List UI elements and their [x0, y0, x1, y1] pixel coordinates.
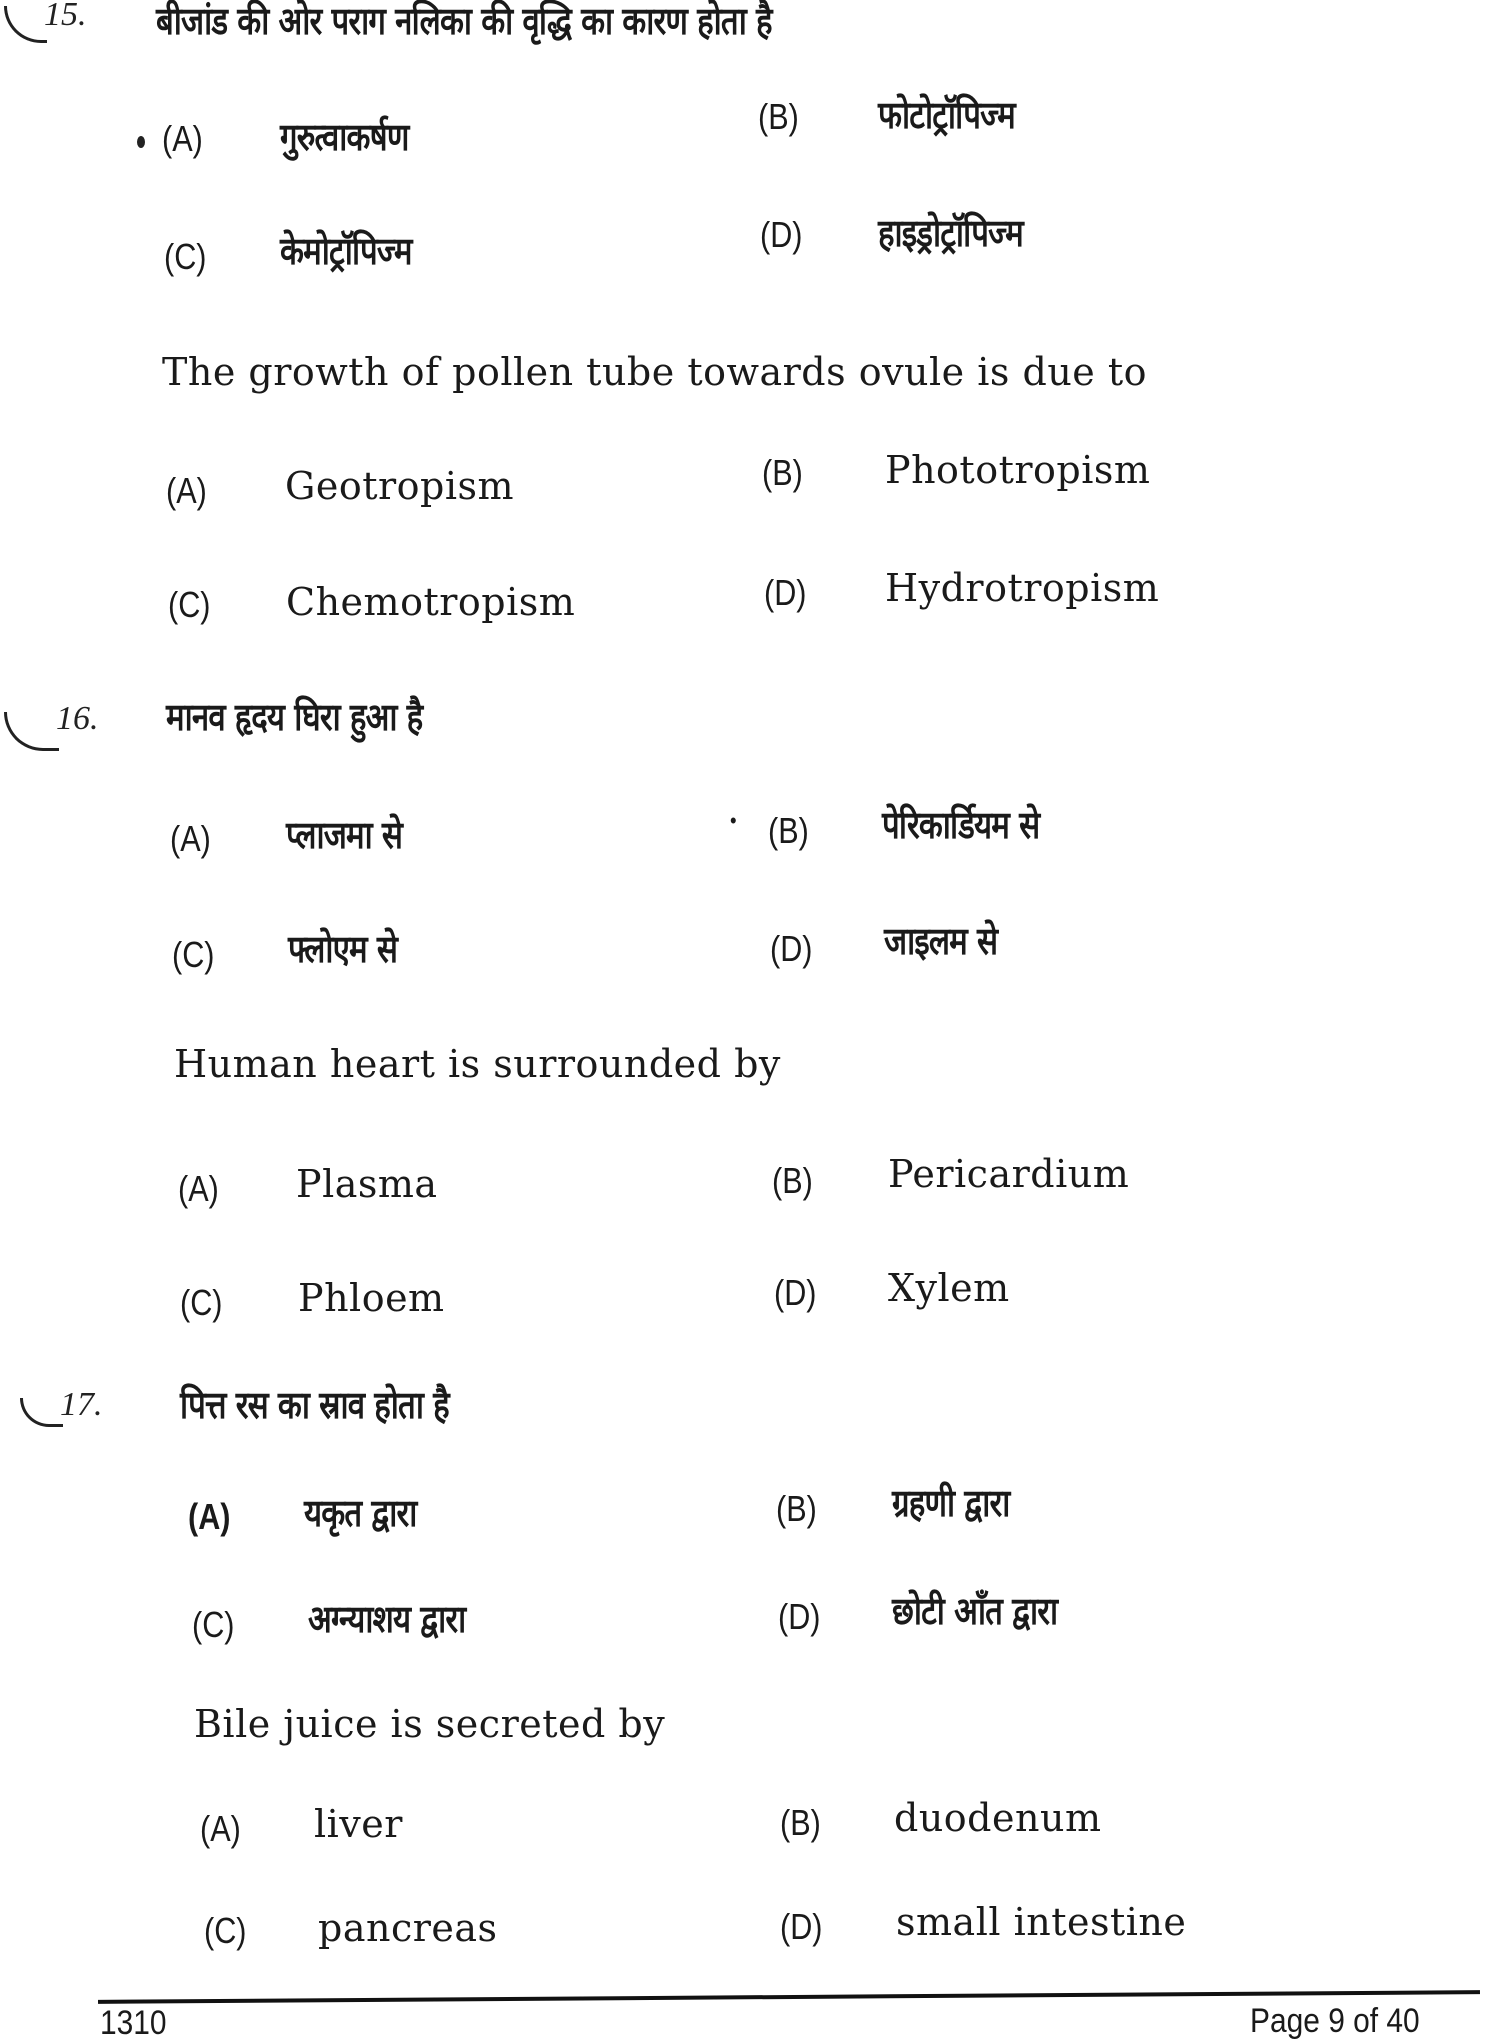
- option-text: फ्लोएम से: [288, 927, 398, 971]
- question-number: 17.: [60, 1386, 103, 1423]
- option-label: (A): [200, 1808, 241, 1849]
- option-text: छोटी आँत द्वारा: [892, 1589, 1058, 1633]
- option-label: (B): [762, 452, 803, 493]
- option-label: (C): [180, 1282, 223, 1323]
- option-label: (D): [760, 214, 803, 255]
- pencil-mark-dot: [137, 136, 145, 148]
- option-label: (A): [178, 1168, 219, 1209]
- option-text: pancreas: [318, 1906, 498, 1950]
- option-text: जाइलम से: [884, 919, 998, 963]
- option-label: (C): [164, 236, 207, 277]
- option-text: फोटोट्रॉपिज्म: [878, 93, 1015, 137]
- option-label: (A): [188, 1496, 231, 1537]
- option-text: Phototropism: [885, 448, 1151, 492]
- option-text: Chemotropism: [286, 580, 576, 624]
- footer-page-number: Page 9 of 40: [1250, 2002, 1420, 2040]
- option-text: यकृत द्वारा: [304, 1491, 417, 1535]
- option-label: (B): [772, 1160, 813, 1201]
- option-text: Phloem: [298, 1276, 445, 1320]
- option-label: (C): [192, 1604, 235, 1645]
- option-label: (A): [166, 470, 207, 511]
- option-label: (B): [768, 810, 809, 851]
- option-text: Hydrotropism: [885, 566, 1160, 610]
- question-prompt-english: Bile juice is secreted by: [194, 1702, 666, 1746]
- option-text: केमोट्रॉपिज्म: [280, 229, 412, 273]
- option-text: Pericardium: [888, 1152, 1130, 1196]
- option-label: (D): [778, 1596, 821, 1637]
- option-text: ग्रहणी द्वारा: [892, 1481, 1010, 1525]
- option-label: (A): [170, 818, 211, 859]
- option-label: (C): [168, 584, 211, 625]
- option-label: (C): [204, 1910, 247, 1951]
- question-prompt-english: The growth of pollen tube towards ovule is due to: [162, 350, 1148, 394]
- option-text: liver: [314, 1802, 403, 1846]
- option-text: अग्न्याशय द्वारा: [308, 1597, 466, 1641]
- handwritten-tick-mark: [4, 712, 59, 751]
- option-text: Plasma: [296, 1162, 438, 1206]
- option-label: (B): [776, 1488, 817, 1529]
- question-prompt-english: Human heart is surrounded by: [174, 1042, 781, 1086]
- option-label: (B): [758, 96, 799, 137]
- option-label: (B): [780, 1802, 821, 1843]
- option-text: Geotropism: [285, 464, 515, 508]
- pencil-mark: •: [730, 808, 737, 833]
- footer-paper-code: 1310: [100, 2004, 167, 2042]
- option-label: (C): [172, 934, 215, 975]
- option-text: पेरिकार्डियम से: [882, 803, 1040, 847]
- question-prompt-hindi: बीजांड की ओर पराग नलिका की वृद्धि का कारण होता है: [156, 0, 772, 43]
- option-label: (D): [770, 928, 813, 969]
- option-label: (D): [764, 572, 807, 613]
- question-prompt-hindi: मानव हृदय घिरा हुआ है: [166, 695, 423, 739]
- option-text: हाइड्रोट्रॉपिज्म: [878, 211, 1023, 255]
- option-label: (D): [780, 1906, 823, 1947]
- option-text: प्लाजमा से: [286, 813, 403, 857]
- handwritten-tick-mark: [4, 6, 47, 43]
- question-number: 16.: [56, 700, 99, 737]
- question-prompt-hindi: पित्त रस का स्राव होता है: [180, 1383, 449, 1427]
- option-text: duodenum: [894, 1796, 1102, 1840]
- option-text: गुरुत्वाकर्षण: [280, 115, 409, 159]
- option-text: Xylem: [888, 1266, 1010, 1310]
- question-number: 15.: [44, 0, 87, 33]
- option-label: (A): [162, 118, 203, 159]
- option-text: small intestine: [896, 1900, 1187, 1944]
- handwritten-tick-mark: [20, 1398, 63, 1427]
- option-label: (D): [774, 1272, 817, 1313]
